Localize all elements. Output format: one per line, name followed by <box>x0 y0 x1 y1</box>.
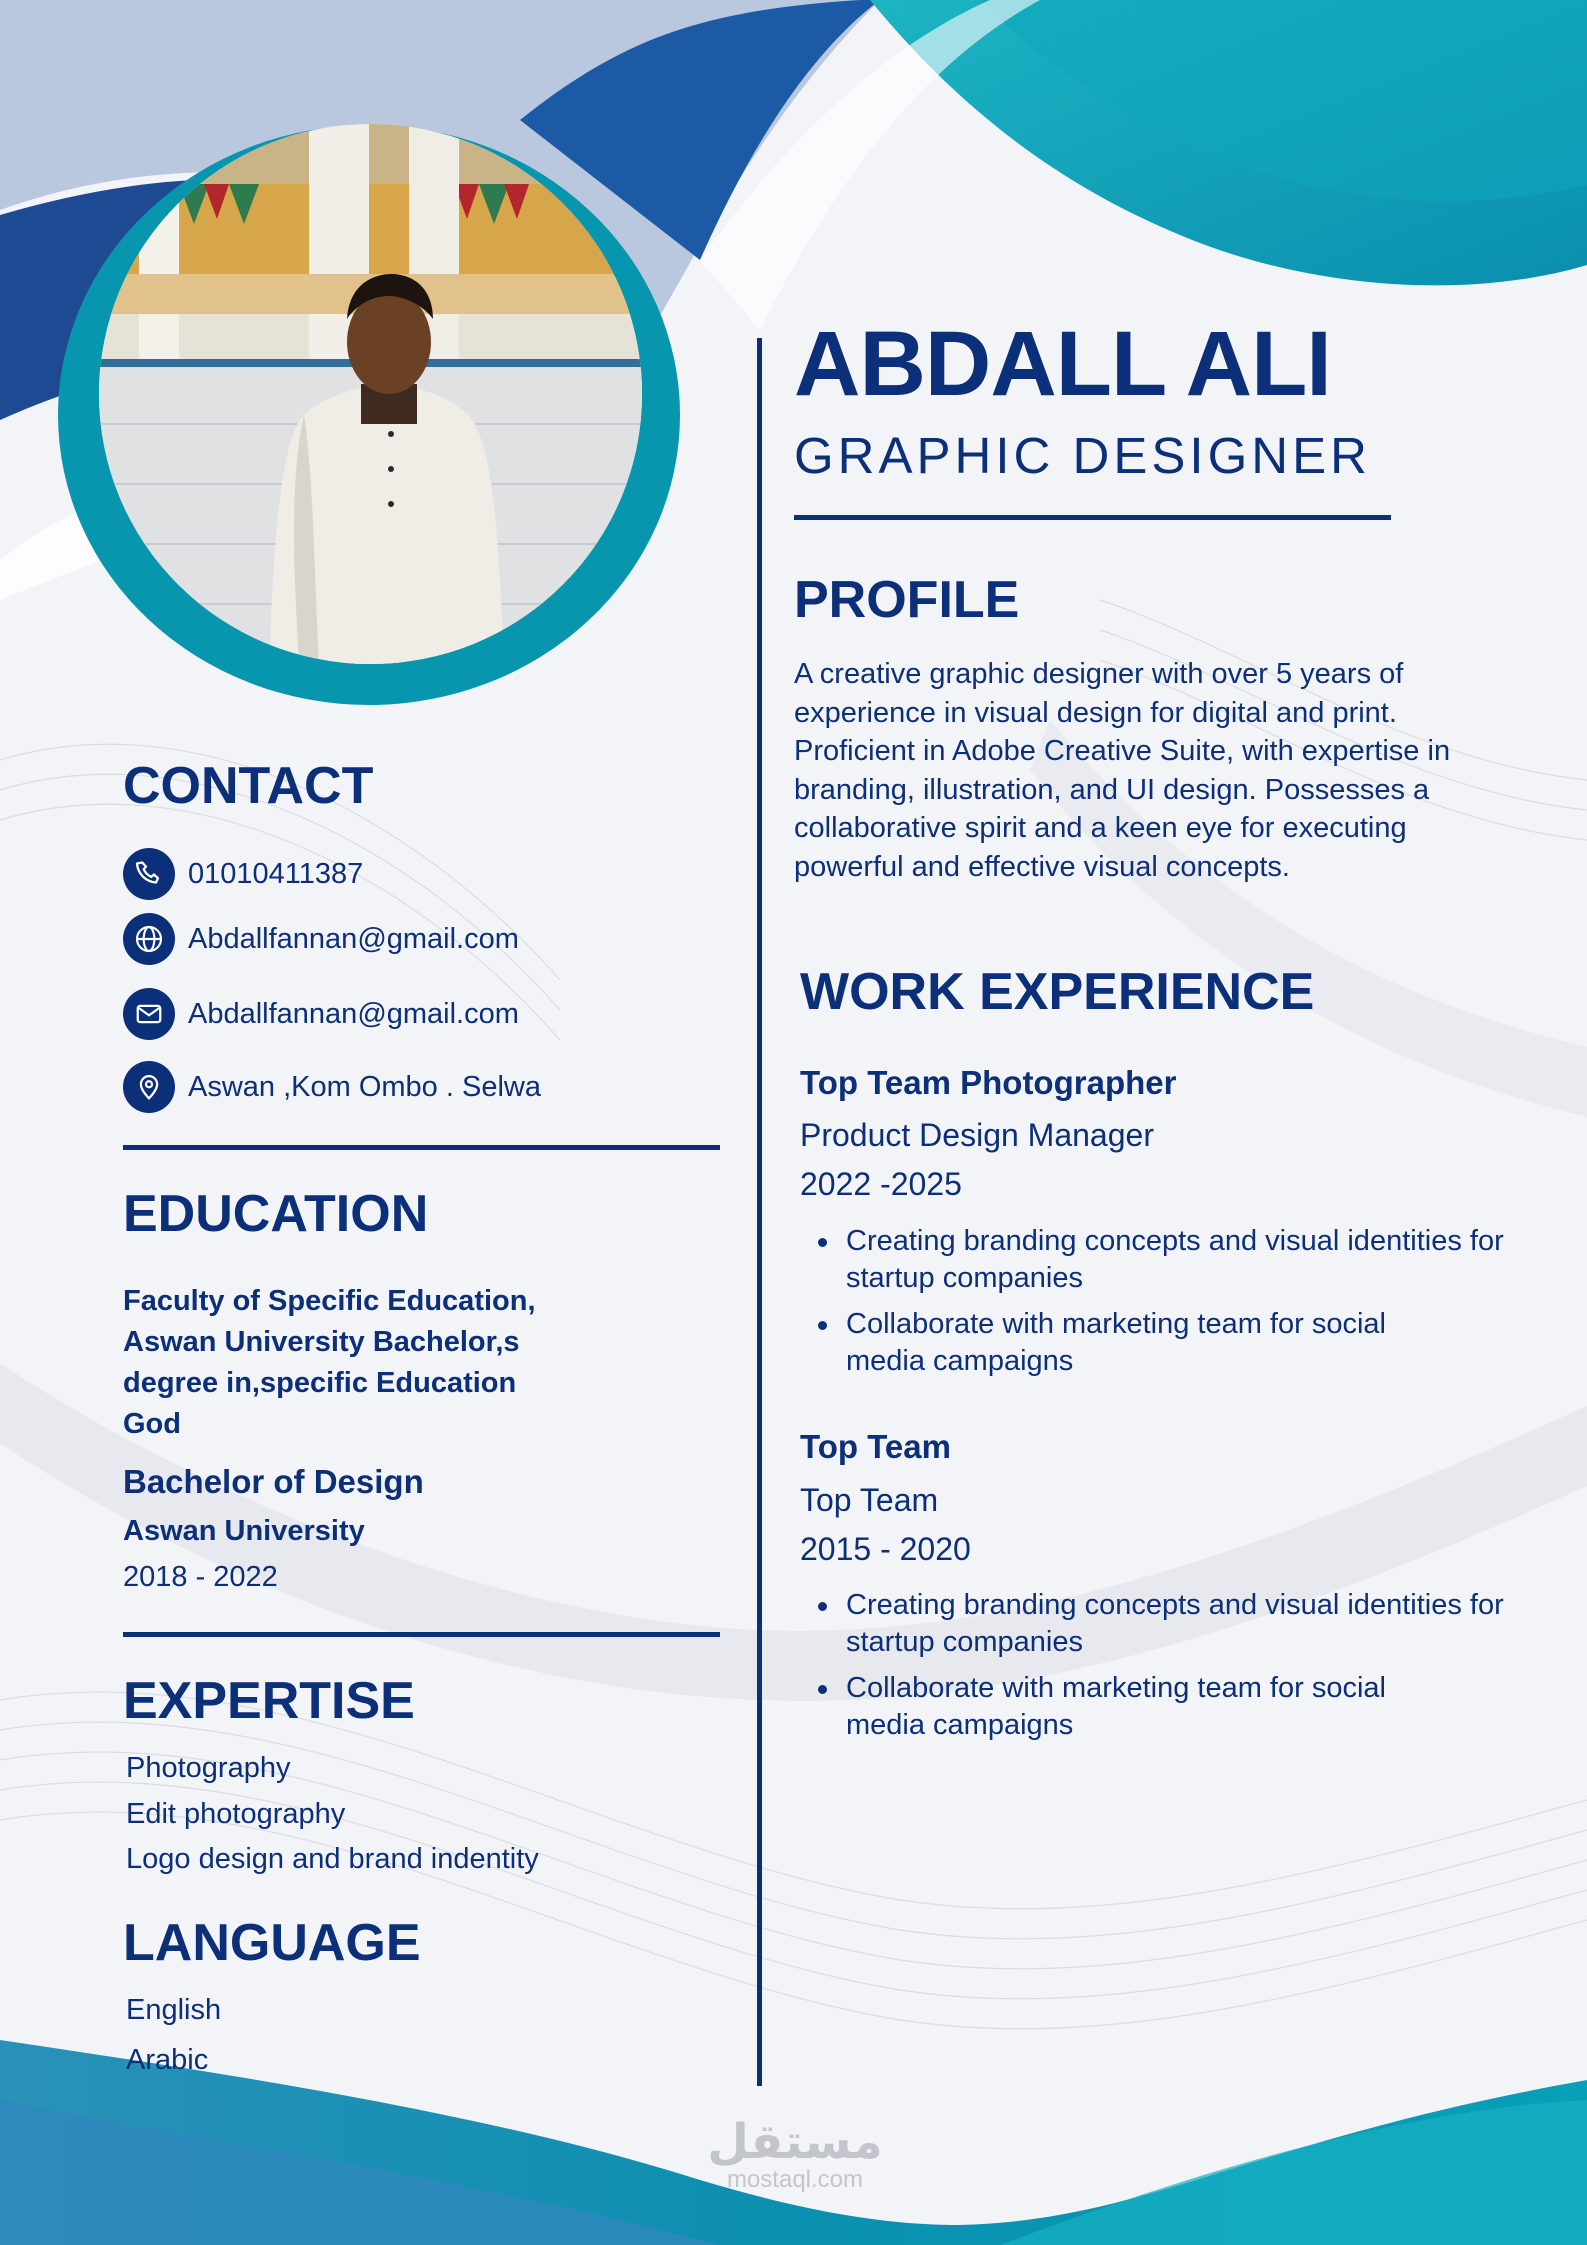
candidate-title: GRAPHIC DESIGNER <box>794 427 1371 484</box>
profile-heading: PROFILE <box>794 571 1020 629</box>
job-bullets <box>800 1587 1540 1753</box>
contact-address <box>123 1061 541 1113</box>
job-role: Top Team <box>800 1482 939 1518</box>
contact-heading: CONTACT <box>123 757 374 815</box>
education-period: 2018 - 2022 <box>123 1561 278 1593</box>
vertical-divider <box>757 338 762 2086</box>
contact-email <box>123 988 519 1040</box>
contact-phone-text: 01010411387 <box>188 857 364 890</box>
profile-photo <box>99 124 642 664</box>
job-period: 2022 -2025 <box>800 1166 962 1202</box>
contact-website-text: Abdallfannan@gmail.com <box>188 922 519 955</box>
location-icon <box>123 1061 175 1113</box>
job-company: Top Team Photographer <box>800 1064 1177 1101</box>
education-heading: EDUCATION <box>123 1185 429 1243</box>
header-divider <box>794 515 1391 520</box>
job-company: Top Team <box>800 1428 951 1465</box>
language-item: Arabic <box>126 2044 209 2076</box>
watermark-latin: mostaql.com <box>726 2166 864 2193</box>
job-role: Product Design Manager <box>800 1117 1154 1153</box>
job-period: 2015 - 2020 <box>800 1531 971 1567</box>
expertise-item: Logo design and brand indentity <box>126 1843 539 1875</box>
mostaql-watermark <box>700 2114 890 2193</box>
watermark-arabic: مستقل <box>707 2114 883 2170</box>
contact-phone <box>123 848 363 900</box>
job-bullet: Creating branding concepts and visual identities for startup companies <box>800 1587 1540 1661</box>
phone-icon <box>123 848 175 900</box>
contact-divider <box>123 1145 720 1150</box>
contact-address-text: Aswan ,Kom Ombo . Selwa <box>188 1070 541 1103</box>
job-bullet: Collaborate with marketing team for social media campaigns <box>800 1670 1386 1744</box>
contact-email-text: Abdallfannan@gmail.com <box>188 997 519 1030</box>
language-item: English <box>126 1994 222 2026</box>
expertise-heading: EXPERTISE <box>123 1672 415 1730</box>
contact-website <box>123 913 519 965</box>
education-school: Aswan University <box>123 1515 365 1547</box>
expertise-item: Photography <box>126 1752 291 1784</box>
education-institution: Faculty of Specific Education, Aswan University Bachelor,s degree in,specific Education God <box>123 1285 536 1440</box>
job-bullet: Creating branding concepts and visual identities for startup companies <box>800 1223 1540 1297</box>
job-bullets <box>800 1223 1540 1389</box>
candidate-name: ABDALL ALI <box>794 313 1331 415</box>
globe-icon <box>123 913 175 965</box>
work-experience-heading: WORK EXPERIENCE <box>800 963 1315 1021</box>
expertise-item: Edit photography <box>126 1798 346 1830</box>
profile-photo-illustration <box>99 124 642 664</box>
education-divider <box>123 1632 720 1637</box>
job-bullet: Collaborate with marketing team for social media campaigns <box>800 1306 1386 1380</box>
education-degree: Bachelor of Design <box>123 1463 424 1500</box>
language-heading: LANGUAGE <box>123 1914 421 1972</box>
profile-text: A creative graphic designer with over 5 years of experience in visual design for digital and print. Proficient in Adobe Creative Suite, with expertise in branding, illustration, and UI design. Possesses a collaborative spirit and a keen eye for executing powerful and effective visual concepts. <box>794 658 1451 883</box>
mail-icon <box>123 988 175 1040</box>
